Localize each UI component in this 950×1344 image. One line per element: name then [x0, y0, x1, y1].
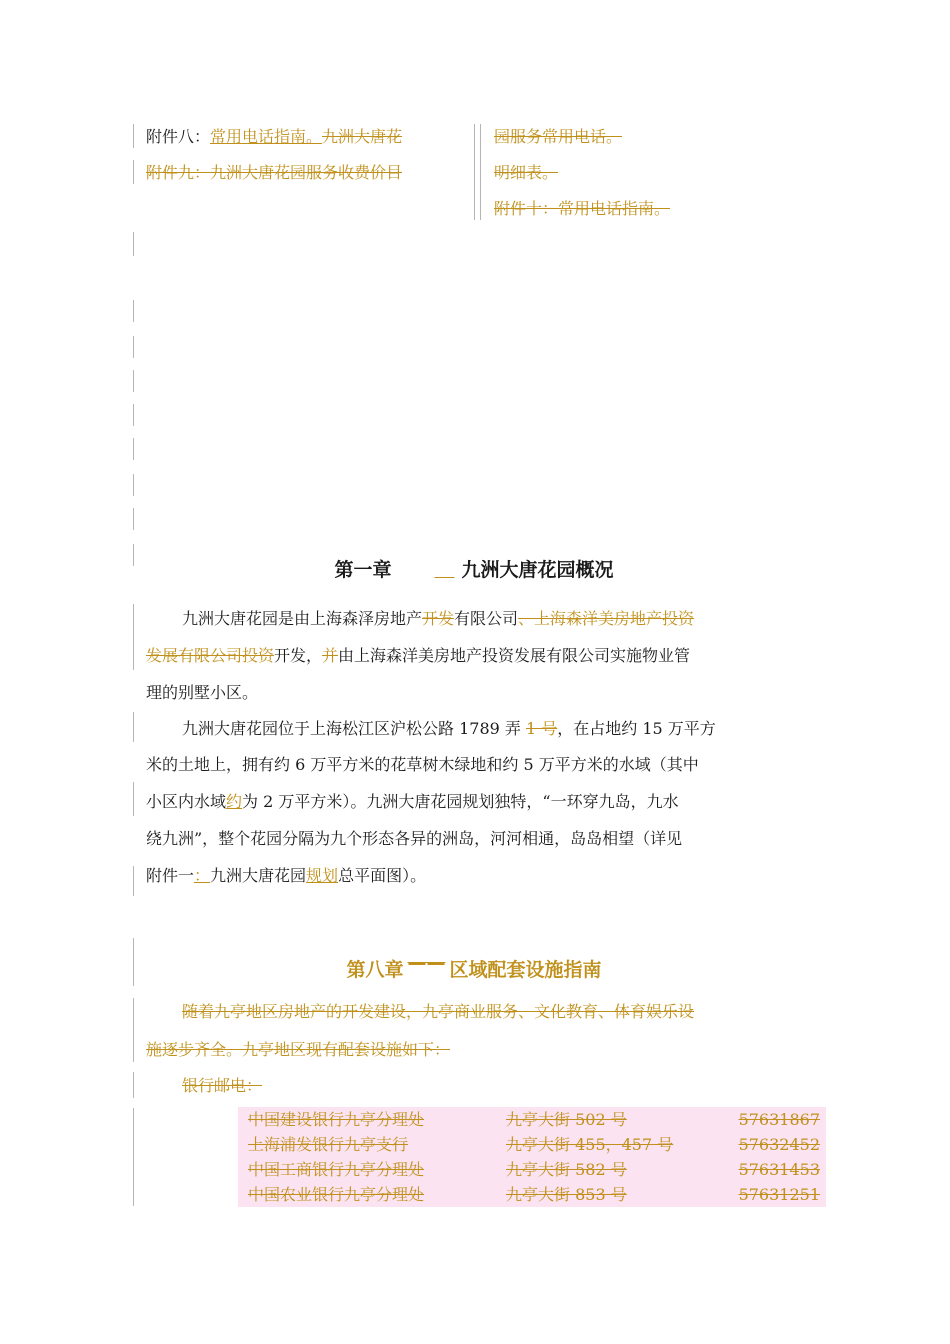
revision-bar — [133, 1108, 134, 1206]
paragraph-line — [182, 1000, 694, 1024]
revision-bar — [133, 336, 134, 358]
deleted-text: 施逐步齐全。九亭地区现有配套设施如下： — [146, 1040, 451, 1059]
toc-right-line-3 — [494, 199, 670, 219]
deleted-text: 银行邮电： — [182, 1076, 263, 1095]
bank-section-heading — [182, 1074, 262, 1098]
text-run: 理的别墅小区。 — [146, 683, 259, 702]
table-row — [238, 1157, 826, 1182]
inserted-text: ： — [194, 866, 211, 885]
bank-table — [238, 1107, 826, 1207]
inserted-text — [428, 557, 462, 583]
inserted-text: 约 — [226, 792, 243, 811]
text-run: 绕九洲”，整个花园分隔为九个形态各异的洲岛，河河相通，岛岛相望（详见 — [146, 829, 683, 848]
deleted-text: 附件十：常用电话指南。 — [494, 199, 671, 218]
text-run: 九洲大唐花园 — [210, 866, 307, 885]
bank-address: 九亭大街 502 号 — [506, 1110, 627, 1129]
text-run: ，在占地约 15 万平方 — [557, 719, 716, 738]
text-run: 九洲大唐花园是由上海森泽房地产 — [182, 609, 423, 628]
revision-bar — [133, 604, 134, 670]
revision-bar — [133, 712, 134, 742]
revision-bar — [133, 232, 134, 256]
deleted-text: 、上海森洋美房地产投资 — [518, 609, 695, 628]
chapter-1-number: 第一章 — [334, 559, 392, 581]
column-separator — [480, 124, 481, 220]
bank-name: 上海浦发银行九亭支行 — [248, 1135, 409, 1154]
text-run: 米的土地上，拥有约 6 万平方米的花草树木绿地和约 5 万平方米的水域（其中 — [146, 755, 699, 774]
toc-right-line-2 — [494, 163, 558, 183]
revision-bar — [133, 300, 134, 322]
deleted-text: 附件九：九洲大唐花园服务收费价目 — [146, 163, 403, 182]
bank-address: 九亭大街 853 号 — [506, 1185, 627, 1204]
revision-bar — [133, 370, 134, 392]
revision-bar — [133, 404, 134, 426]
paragraph-line — [146, 644, 690, 668]
text-run: 九洲大唐花园位于上海松江区沪松公路 1789 弄 — [182, 719, 526, 738]
deleted-text: 开发 — [422, 609, 455, 628]
bank-name: 中国工商银行九亭分理处 — [248, 1160, 425, 1179]
deleted-text: 并 — [322, 646, 339, 665]
deleted-text: 明细表。 — [494, 163, 559, 182]
text-run: 总平面图）。 — [338, 866, 427, 885]
table-row — [238, 1107, 826, 1132]
revision-bar — [133, 1072, 134, 1098]
table-row — [238, 1132, 826, 1157]
revision-bar — [133, 866, 134, 896]
chapter-1-heading — [134, 557, 814, 583]
text-run: 小区内水域 — [146, 792, 227, 811]
deleted-text: 发展有限公司投资 — [146, 646, 275, 665]
paragraph-line — [146, 681, 258, 705]
revision-bar — [133, 160, 134, 184]
paragraph-line — [146, 827, 682, 851]
bank-name: 中国农业银行九亭分理处 — [248, 1185, 425, 1204]
paragraph-line — [146, 864, 426, 888]
bank-address: 九亭大街 582 号 — [506, 1160, 627, 1179]
toc-right-line-1 — [494, 127, 622, 147]
bank-phone: 57632452 — [738, 1135, 820, 1154]
revision-bar — [133, 782, 134, 816]
text-run: 有限公司 — [454, 609, 519, 628]
deleted-text: 园服务常用电话。 — [494, 127, 623, 146]
text-run: 为 2 万平方米）。九洲大唐花园规划独特，“一环穿九岛，九水 — [242, 792, 679, 811]
toc-item-9 — [146, 163, 402, 183]
toc-item-8 — [146, 127, 402, 147]
deleted-text: 随着九亭地区房地产的开发建设，九亭商业服务、文化教育、体育娱乐设 — [182, 1002, 695, 1021]
deleted-text: 1 号 — [525, 719, 558, 738]
bank-name: 中国建设银行九亭分理处 — [248, 1110, 425, 1129]
deleted-text: 九洲大唐花 — [322, 127, 403, 146]
paragraph-line — [146, 753, 699, 777]
paragraph-line — [146, 1038, 450, 1062]
revision-bar — [133, 438, 134, 460]
column-separator — [474, 124, 475, 220]
inserted-text: 规划 — [306, 866, 339, 885]
chapter-8-number: 第八章 — [346, 959, 404, 981]
revision-bar — [133, 508, 134, 530]
revision-bar — [133, 998, 134, 1062]
paragraph-line — [182, 717, 716, 741]
text-run: 开发， — [274, 646, 323, 665]
bank-phone: 57631251 — [738, 1185, 820, 1204]
bank-phone: 57631867 — [738, 1110, 820, 1129]
revision-bar — [133, 124, 134, 148]
table-row — [238, 1182, 826, 1207]
chapter-1-title: 九洲大唐花园概况 — [461, 559, 614, 581]
bank-address: 九亭大街 455，457 号 — [506, 1135, 674, 1154]
chapter-8-title: 区域配套设施指南 — [449, 959, 602, 981]
inserted-text: 常用电话指南。 — [210, 127, 323, 146]
toc-item-8-prefix: 附件八： — [146, 127, 211, 146]
text-run: 附件一 — [146, 866, 195, 885]
paragraph-line — [146, 790, 679, 814]
bank-phone: 57631453 — [738, 1160, 820, 1179]
deleted-text: —— — [407, 952, 446, 974]
chapter-8-heading — [134, 950, 814, 983]
text-run: 由上海森洋美房地产投资发展有限公司实施物业管 — [338, 646, 691, 665]
revision-bar — [133, 474, 134, 496]
paragraph-line — [182, 607, 694, 631]
